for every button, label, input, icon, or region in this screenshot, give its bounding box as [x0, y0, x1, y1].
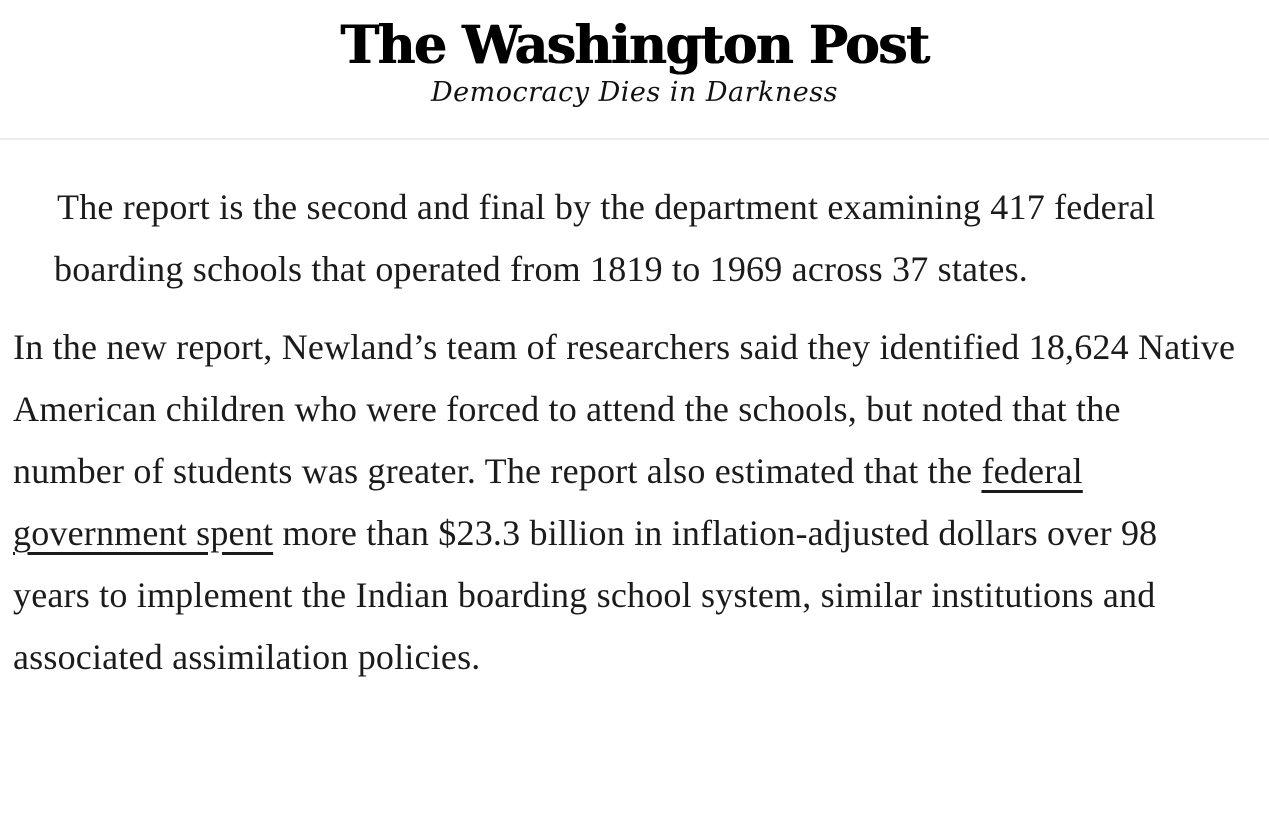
article-paragraph-2	[13, 316, 1240, 688]
masthead	[0, 0, 1269, 110]
federal-government-spent-link[interactable]: federal government spent	[13, 451, 1083, 553]
article-body	[0, 176, 1269, 688]
masthead-tagline: Democracy Dies in Darkness	[431, 77, 838, 108]
washington-post-logo[interactable]: The Washington Post	[340, 15, 929, 76]
article-paragraph-1: The report is the second and final by the department examining 417 federal boarding schools that operated from 1819 to 1969 across 37 states.	[54, 187, 1156, 289]
paragraph-2-text-after-link: more than $23.3 billion in inflation-adjusted dollars over 98 years to implement the Indian boarding school system, similar institutions and associated assimilation policies.	[13, 513, 1158, 677]
paragraph-2-text-before-link: In the new report, Newland’s team of researchers said they identified 18,624 Native American children who were forced to attend the schools, but noted that the number of students was greater. The report also estimated that the	[13, 327, 1236, 491]
header-divider	[0, 138, 1269, 140]
